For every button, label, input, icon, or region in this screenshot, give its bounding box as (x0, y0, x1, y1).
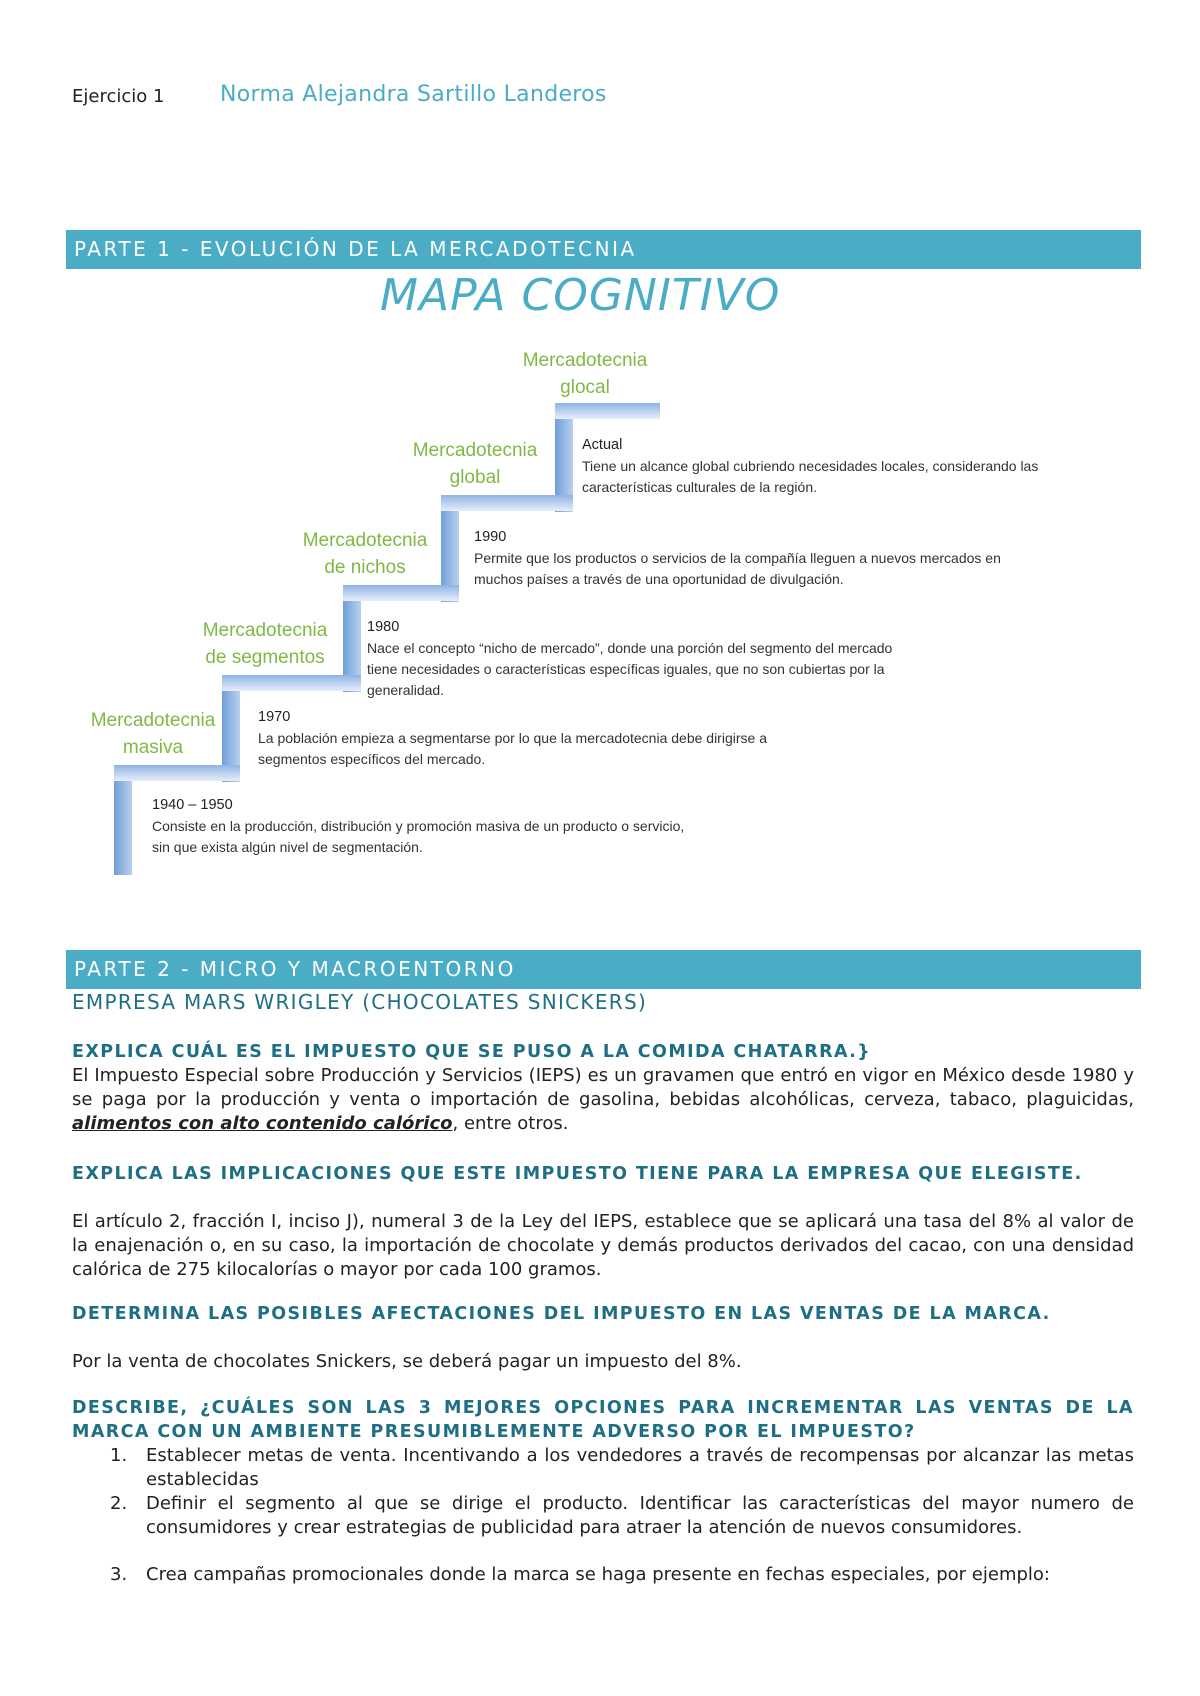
answer-1: El Impuesto Especial sobre Producción y Servicios (IEPS) es un gravamen que entró en vigor en México desde 1980 y se paga por la producción y venta o importación de gasolina, bebidas alcohólicas, cerveza, tabaco, plaguicidas, alimentos con alto contenido calórico, entre otros. (72, 1065, 1134, 1134)
list-item: 1. Establecer metas de venta. Incentivando a los vendedores a través de recompensas por alcanzar las metas establecidas (110, 1445, 1134, 1490)
question-1: EXPLICA CUÁL ES EL IMPUESTO QUE SE PUSO A LA COMIDA CHATARRA.} (72, 1042, 872, 1062)
exercise-label: Ejercicio 1 (72, 86, 165, 107)
level-desc-segmentos: 1970 La población empieza a segmentarse por lo que la mercadotecnia debe dirigirse a segmentos específicos del mercado. (258, 709, 767, 767)
author-name: Norma Alejandra Sartillo Landeros (220, 82, 607, 107)
answer-2: El artículo 2, fracción I, inciso J), numeral 3 de la Ley del IEPS, establece que se aplicará una tasa del 8% al valor de la enajenación o, en su caso, la importación de chocolate y demás productos derivados del cacao, con una densidad calórica de 275 kilocalorías o mayor por cada 100 gramos. (72, 1211, 1134, 1280)
question-3: DETERMINA LAS POSIBLES AFECTACIONES DEL IMPUESTO EN LAS VENTAS DE LA MARCA. (72, 1304, 1051, 1324)
step-riser-1 (114, 770, 132, 875)
level-label-masiva: Mercadotecnia masiva (90, 710, 216, 758)
step-tread-3 (343, 585, 459, 601)
company-heading: EMPRESA MARS WRIGLEY (CHOCOLATES SNICKERS) (72, 990, 648, 1014)
question-4: DESCRIBE, ¿CUÁLES SON LAS 3 MEJORES OPCIONES PARA INCREMENTAR LAS VENTAS DE LA MARCA CON UN AMBIENTE PRESUMIBLEMENTE ADVERSO POR EL IMPUESTO? (72, 1398, 1134, 1442)
level-desc-nichos: 1980 Nace el concepto “nicho de mercado”, donde una porción del segmento del mercado tiene necesidades o características específicas iguales, que no son cubiertas por la generalidad. (367, 619, 893, 698)
answer-3: Por la venta de chocolates Snickers, se deberá pagar un impuesto del 8%. (72, 1351, 742, 1372)
emphasis-text: alimentos con alto contenido calórico (72, 1113, 453, 1134)
question-2: EXPLICA LAS IMPLICACIONES QUE ESTE IMPUESTO TIENE PARA LA EMPRESA QUE ELEGISTE. (72, 1164, 1083, 1184)
level-label-segmentos: Mercadotecnia de segmentos (202, 620, 328, 668)
list-item: 2. Definir el segmento al que se dirige el producto. Identificar las características del mayor numero de consumidores y crear estrategias de publicidad para atraer la atención de nuevos consumidores. (110, 1493, 1134, 1538)
level-label-nichos: Mercadotecnia de nichos (302, 530, 428, 578)
level-desc-glocal: Actual Tiene un alcance global cubriendo necesidades locales, considerando las características culturales de la región. (582, 437, 1039, 495)
step-tread-1 (114, 765, 240, 781)
level-desc-global: 1990 Permite que los productos o servicios de la compañía lleguen a nuevos mercados en muchos países a través de una oportunidad de divulgación. (474, 529, 1001, 587)
list-item: 3. Crea campañas promocionales donde la marca se haga presente en fechas especiales, por ejemplo: (110, 1564, 1050, 1585)
part2-heading: PARTE 2 - MICRO Y MACROENTORNO (66, 950, 1141, 989)
step-tread-5 (555, 403, 660, 419)
level-label-glocal: Mercadotecnia glocal (522, 350, 648, 398)
level-label-global: Mercadotecnia global (412, 440, 538, 488)
level-desc-masiva: 1940 – 1950 Consiste en la producción, distribución y promoción masiva de un producto o servicio, sin que exista algún nivel de segmentación. (152, 797, 685, 855)
step-tread-2 (222, 675, 361, 691)
step-tread-4 (441, 495, 573, 511)
part1-heading: PARTE 1 - EVOLUCIÓN DE LA MERCADOTECNIA (66, 230, 1141, 269)
map-title: MAPA COGNITIVO (380, 270, 781, 321)
